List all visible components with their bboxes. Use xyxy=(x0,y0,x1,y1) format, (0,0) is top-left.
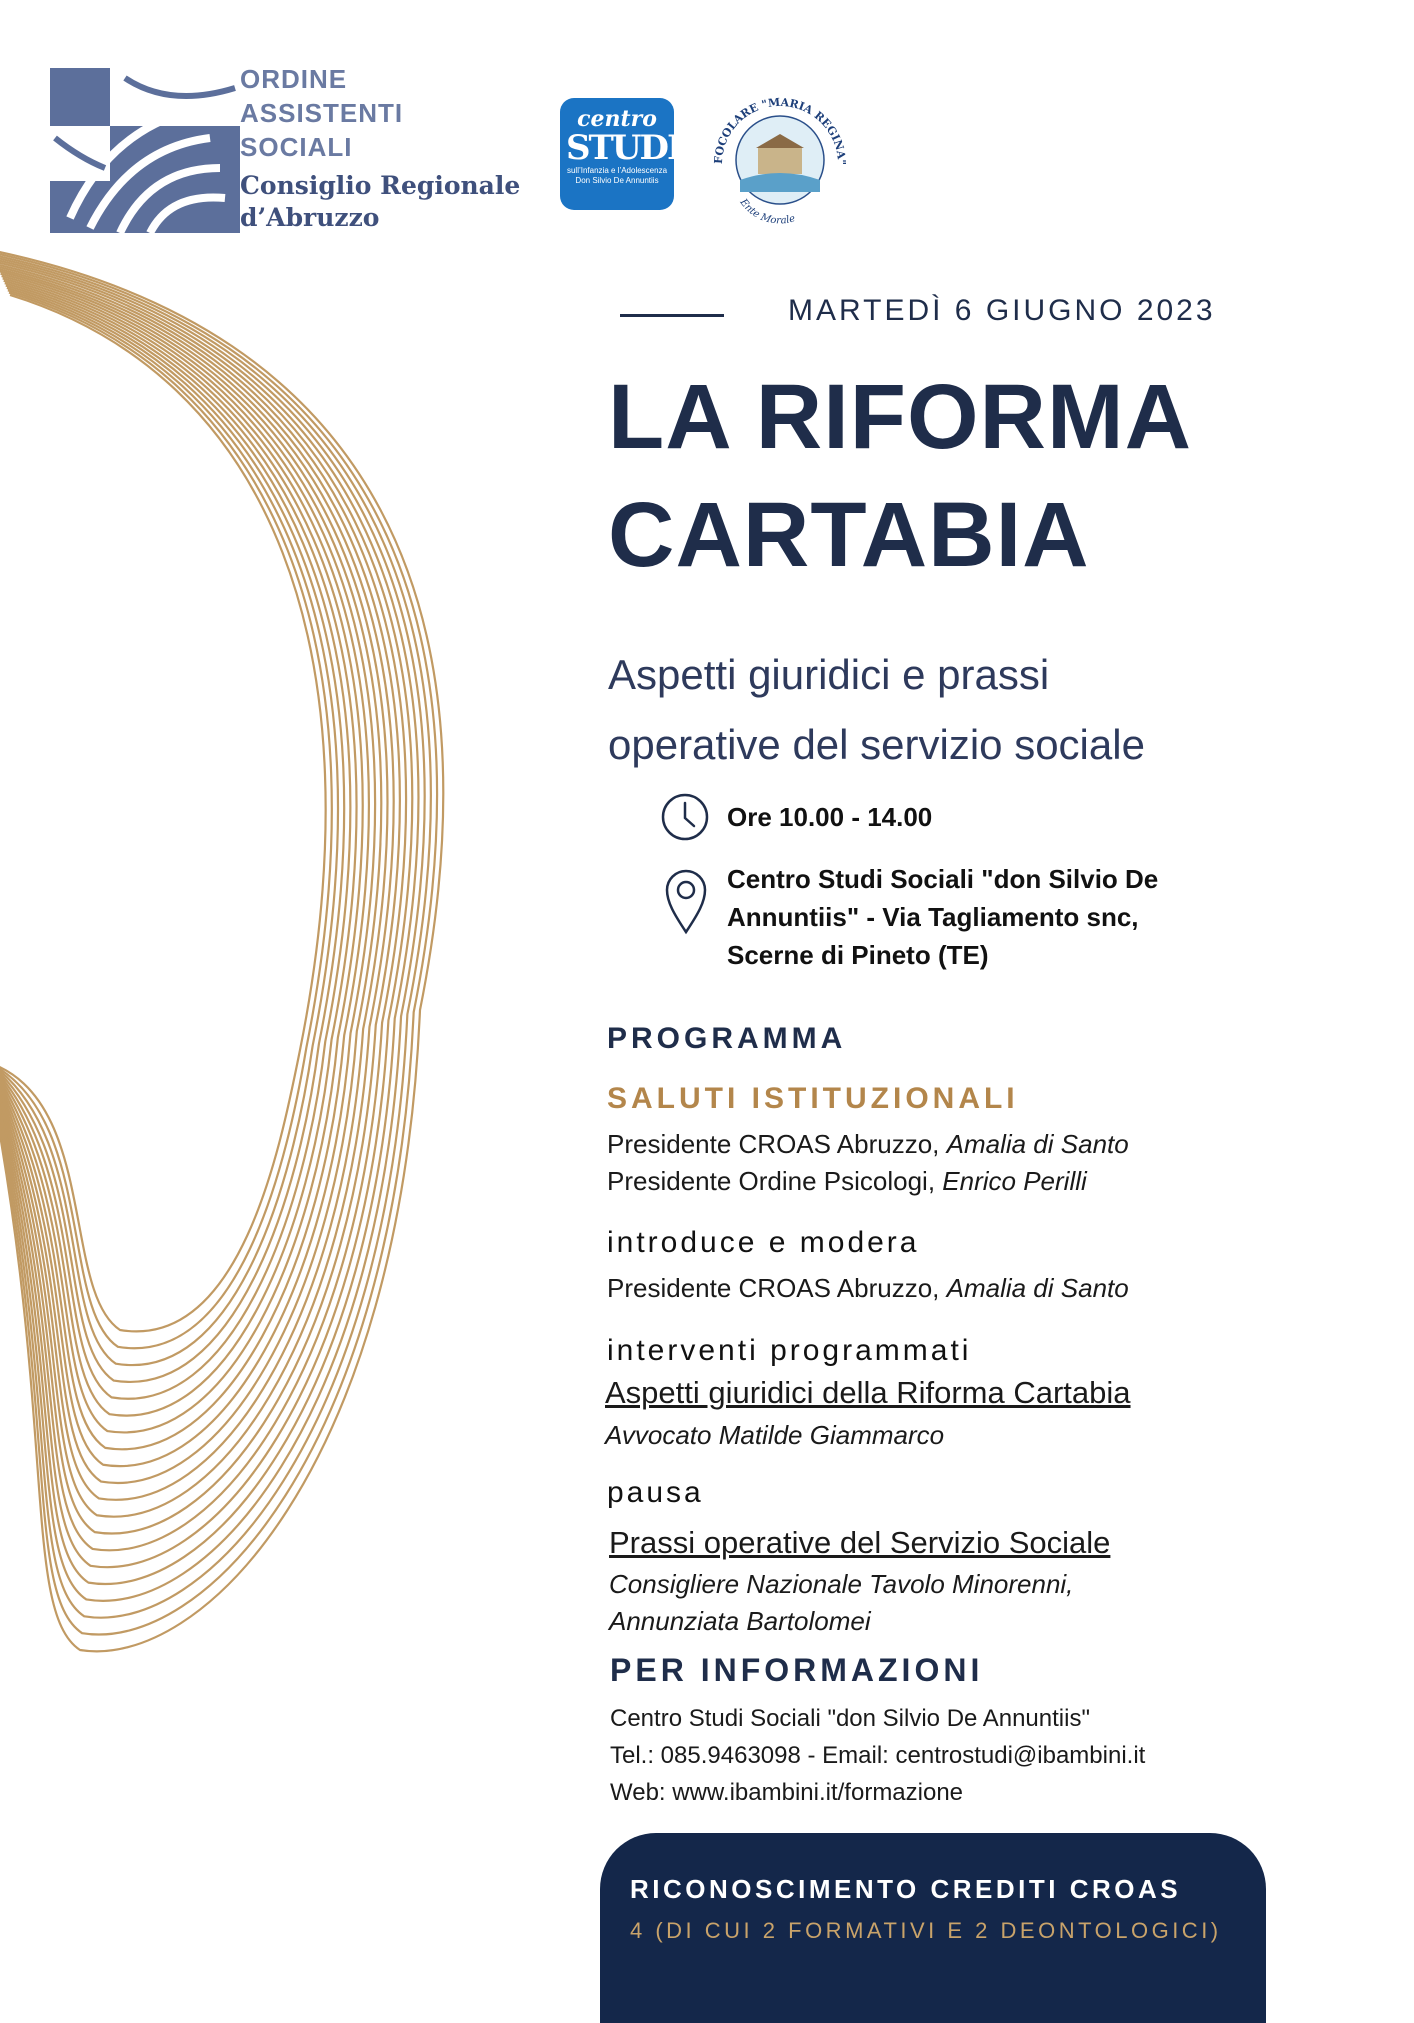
programma-heading: PROGRAMMA xyxy=(607,1022,847,1055)
event-subtitle-line1: Aspetti giuridici e prassi xyxy=(608,651,1050,698)
centro-logo-line4: Don Silvio De Annuntiis xyxy=(575,176,659,185)
talk1-speaker: Avvocato Matilde Giammarco xyxy=(605,1420,945,1450)
oas-line3: SOCIALI xyxy=(240,132,353,162)
info-line-web: Web: www.ibambini.it/formazione xyxy=(610,1779,964,1806)
event-venue xyxy=(727,860,1247,974)
oas-shell-logo xyxy=(50,68,240,233)
date-divider-line xyxy=(620,314,724,317)
info-heading: PER INFORMAZIONI xyxy=(610,1652,984,1688)
location-pin-icon xyxy=(664,866,708,936)
info-line-center: Centro Studi Sociali "don Silvio De Annuntiis" xyxy=(610,1705,1090,1732)
oas-line4: Consiglio Regionale xyxy=(240,171,521,200)
event-subtitle-line2: operative del servizio sociale xyxy=(608,721,1145,768)
venue-line3: Scerne di Pineto (TE) xyxy=(727,940,989,970)
event-subtitle xyxy=(608,640,1145,780)
saluti-heading: SALUTI ISTITUZIONALI xyxy=(607,1082,1019,1115)
talk2-speaker: Consigliere Nazionale Tavolo Minorenni, Annunziata Bartolomei xyxy=(609,1569,1074,1636)
introduce-heading: introduce e modera xyxy=(607,1226,920,1259)
event-title-line2: CARTABIA xyxy=(608,484,1090,586)
credits-title: RICONOSCIMENTO CREDITI CROAS xyxy=(630,1874,1182,1904)
saluti-item: Presidente Ordine Psicologi, Enrico Perilli xyxy=(607,1166,1087,1196)
info-contacts xyxy=(610,1700,1145,1811)
oas-line2: ASSISTENTI xyxy=(240,98,404,128)
centro-logo-line3: sull’Infanzia e l’Adolescenza xyxy=(566,166,668,175)
gold-lines-decoration xyxy=(0,250,600,1700)
centro-logo-line1: centro xyxy=(577,106,657,132)
venue-line1: Centro Studi Sociali "don Silvio De xyxy=(727,864,1159,894)
oas-line1: ORDINE xyxy=(240,64,348,94)
centro-studi-logo xyxy=(560,98,681,210)
talk2-title: Prassi operative del Servizio Sociale xyxy=(609,1525,1111,1560)
centro-logo-line2: STUDI xyxy=(566,128,681,168)
gold-loop-line xyxy=(0,283,357,1415)
event-date: MARTEDÌ 6 GIUGNO 2023 xyxy=(788,294,1216,327)
info-line-contact: Tel.: 085.9463098 - Email: centrostudi@ibambini.it xyxy=(610,1742,1146,1769)
credits-detail: 4 (DI CUI 2 FORMATIVI E 2 DEONTOLOGICI) xyxy=(630,1918,1222,1943)
focolare-seal-logo xyxy=(700,82,860,232)
talk1-title: Aspetti giuridici della Riforma Cartabia xyxy=(605,1375,1131,1410)
event-title-line1: LA RIFORMA xyxy=(608,366,1193,468)
introduce-moderator: Presidente CROAS Abruzzo, Amalia di Santo xyxy=(607,1273,1129,1303)
event-time: Ore 10.00 - 14.00 xyxy=(727,802,933,832)
oas-name-block xyxy=(240,62,520,234)
pausa-heading: pausa xyxy=(607,1476,704,1509)
focolare-bottom-text: Ente Morale xyxy=(737,197,797,227)
interventi-heading: interventi programmati xyxy=(607,1334,972,1367)
clock-icon xyxy=(660,792,710,842)
focolare-arc-text: FOCOLARE "MARIA REGINA" xyxy=(711,95,849,166)
saluti-item: Presidente CROAS Abruzzo, Amalia di Santo xyxy=(607,1129,1129,1159)
event-title xyxy=(608,358,1192,594)
venue-line2: Annuntiis" - Via Tagliamento snc, xyxy=(727,902,1139,932)
oas-line5: d’Abruzzo xyxy=(240,203,380,232)
saluti-list xyxy=(607,1126,1129,1200)
